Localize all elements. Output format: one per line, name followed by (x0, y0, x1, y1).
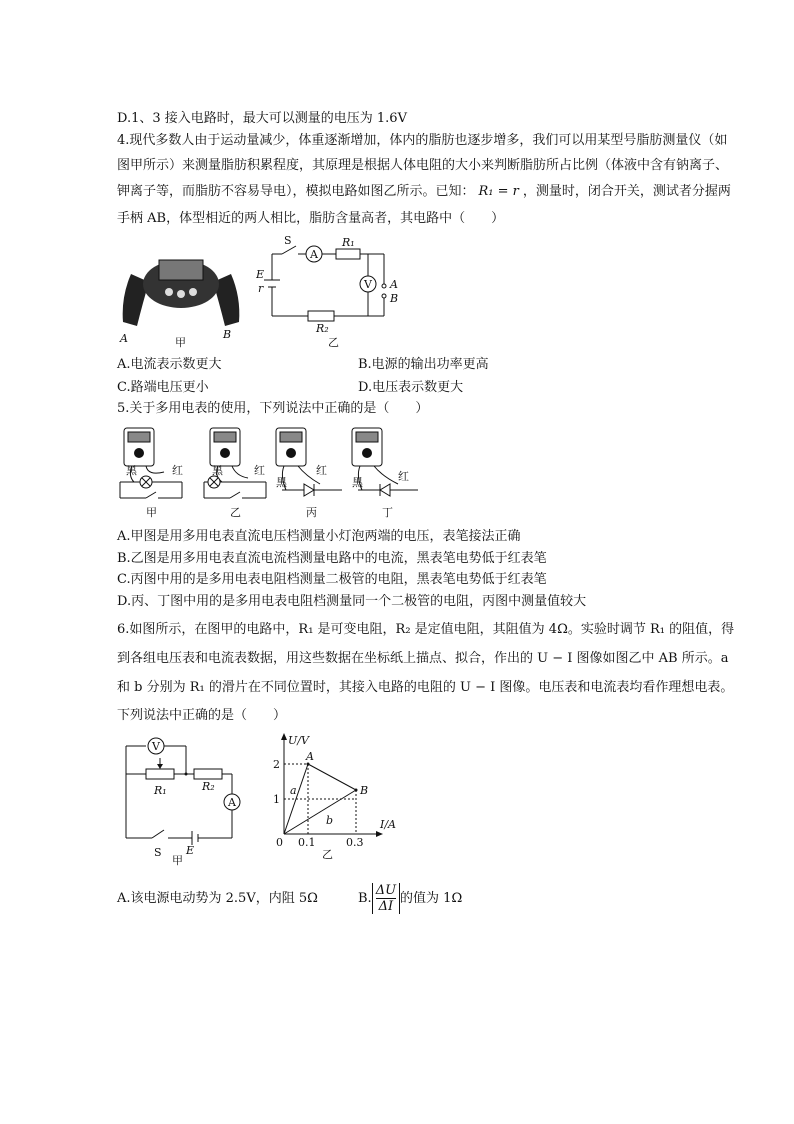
q4-option-c: C.路端电压更小 (117, 380, 209, 395)
q4-stem-line3: 钾离子等，而脂肪不容易导电），模拟电路如图乙所示。已知： R₁ = r ，测量时，闭合开关，测试者分握两 (117, 184, 731, 199)
switch-s-label: S (154, 846, 162, 859)
handle-b-label: B (223, 328, 232, 341)
q6-fraction: $\frac{\Delta U}{\Delta I}$ (372, 883, 400, 914)
q6-stem-line3: 和 b 分别为 R₁ 的滑片在不同位置时，其接入电路的电阻的 U − I 图像。电压表和电流表均看作理想电表。 (117, 680, 734, 695)
q4-figure-jia (117, 252, 245, 348)
q4-stem-line4: 手柄 AB，体型相近的两人相比，脂肪含量高者，其电路中（ ） (117, 211, 505, 226)
svg-text:红: 红 (172, 464, 183, 477)
svg-text:黑: 黑 (126, 464, 137, 477)
y-tick-2: 2 (273, 758, 280, 771)
q5-option-c: C.丙图中用的是多用电表电阻档测量二极管的电阻，黑表笔电势低于红表笔 (117, 572, 547, 587)
r2-label: R₂ (316, 322, 329, 335)
q6-option-a: A.该电源电动势为 2.5V，内阻 5Ω (117, 891, 318, 906)
r1-label: R₁ (154, 784, 167, 797)
svg-text:黑: 黑 (276, 476, 287, 489)
q4-option-d: D.电压表示数更大 (358, 380, 464, 395)
y-axis-label: U/V (288, 734, 309, 747)
r1-label: R₁ (342, 236, 355, 249)
x-tick-03: 0.3 (346, 836, 364, 849)
svg-text:丁: 丁 (382, 506, 393, 519)
q6-option-b: B. $\frac{\Delta U}{\Delta I}$ 的值为 1Ω (358, 883, 463, 914)
q5-option-a: A.甲图是用多用电表直流电压档测量小灯泡两端的电压，表笔接法正确 (117, 529, 521, 544)
q5-fig-bing (276, 428, 342, 519)
emf-e-label: E (256, 268, 265, 281)
q6-stem-line1: 6.如图所示，在图甲的电路中，R₁ 是可变电阻，R₂ 是定值电阻，其阻值为 4Ω。实验时调节 R₁ 的阻值，得 (117, 622, 735, 637)
origin-label: 0 (276, 836, 283, 849)
svg-text:丙: 丙 (306, 506, 317, 519)
svg-text:红: 红 (316, 464, 327, 477)
q6-figure-yi (270, 730, 410, 862)
q5-stem: 5.关于多用电表的使用，下列说法中正确的是（ ） (117, 401, 429, 416)
line-b-label: b (326, 814, 334, 827)
q3-option-d: D.1、3 接入电路时，最大可以测量的电压为 1.6V (117, 111, 407, 126)
svg-text:红: 红 (254, 464, 265, 477)
q6-figure-jia (116, 734, 246, 866)
ammeter-symbol: A (228, 796, 236, 809)
q4-figure-yi (256, 232, 406, 348)
emf-e-label: E (186, 844, 195, 857)
svg-text:黑: 黑 (212, 464, 223, 477)
q5-fig-jia (120, 428, 183, 519)
terminal-a-label: A (390, 278, 398, 291)
x-tick-01: 0.1 (298, 836, 316, 849)
fig-jia-label: 甲 (172, 854, 183, 866)
q6-stem-line4: 下列说法中正确的是（ ） (117, 708, 287, 723)
ammeter-symbol: A (310, 248, 318, 261)
q5-option-b: B.乙图是用多用电表直流电流档测量电路中的电流，黑表笔电势低于红表笔 (117, 551, 547, 566)
q5-option-d: D.丙、丁图中用的是多用电表电阻档测量同一个二极管的电阻，丙图中测量值较大 (117, 594, 587, 609)
q4-condition: R₁ = r (478, 184, 519, 199)
svg-text:红: 红 (398, 470, 409, 483)
voltmeter-symbol: V (152, 740, 160, 753)
internal-r-label: r (258, 282, 264, 295)
point-a-label: A (306, 750, 314, 763)
device-display (159, 260, 203, 280)
switch-s-label: S (284, 234, 292, 247)
fig-jia-label: 甲 (175, 336, 186, 348)
q4-option-b: B.电源的输出功率更高 (358, 357, 489, 372)
q6-stem-line2: 到各组电压表和电流表数据，用这些数据在坐标纸上描点、拟合，作出的 U − I 图像如图乙中 AB 所示。a (117, 651, 729, 666)
svg-text:黑: 黑 (352, 476, 363, 489)
q5-fig-yi (204, 428, 266, 519)
q4-stem-line2: 图甲所示）来测量脂肪积累程度，其原理是根据人体电阻的大小来判断脂肪所占比例（体液中含有钠离子、 (117, 158, 729, 173)
x-axis-label: I/A (380, 818, 396, 831)
fig-yi-label: 乙 (328, 336, 339, 348)
point-b-label: B (360, 784, 369, 797)
q5-fig-ding (352, 428, 418, 519)
terminal-b-label: B (390, 292, 399, 305)
line-a-label: a (290, 784, 297, 797)
q5-figures (116, 424, 436, 522)
q4-option-a: A.电流表示数更大 (117, 357, 222, 372)
svg-text:乙: 乙 (230, 506, 241, 519)
voltmeter-symbol: V (364, 278, 372, 291)
svg-text:甲: 甲 (146, 506, 157, 519)
handle-a-label: A (120, 332, 128, 345)
fig-yi-label: 乙 (322, 848, 333, 861)
r2-label: R₂ (202, 780, 215, 793)
q4-stem-line1: 4.现代多数人由于运动量减少，体重逐渐增加，体内的脂肪也逐步增多，我们可以用某型号脂肪测量仪（如 (117, 133, 728, 148)
y-tick-1: 1 (273, 793, 280, 806)
